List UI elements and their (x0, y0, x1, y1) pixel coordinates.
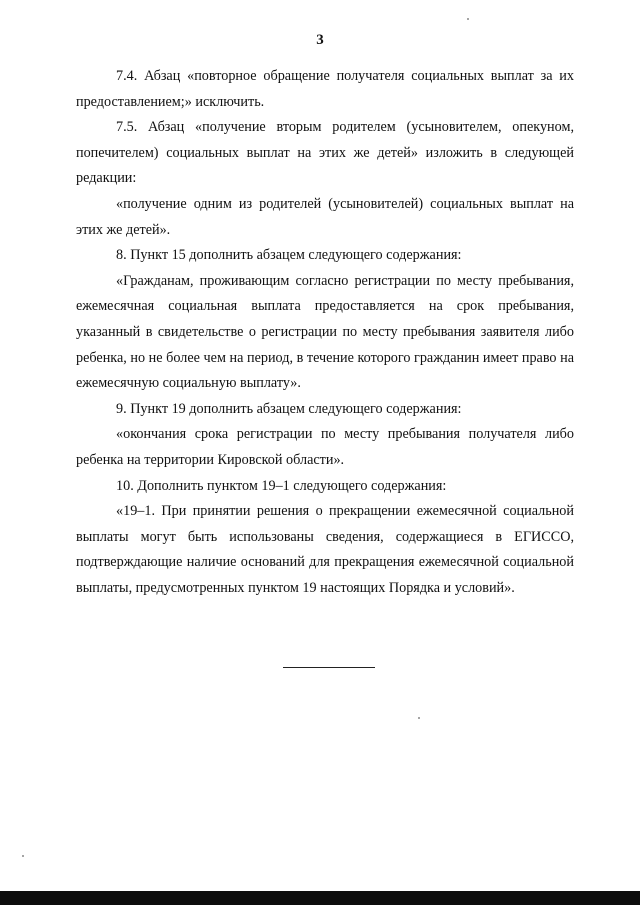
page-number: 3 (316, 32, 324, 48)
end-of-text-rule (283, 667, 375, 668)
paragraph-8-quote: «Гражданам, проживающим согласно регистрации по месту пребывания, ежемесячная социальная выплата предоставляется на срок пребывания, указанный в свидетельстве о регистрации по месту пребывания заявителя либо ребенка, но не более чем на период, в течение которого гражданин имеет право на ежемесячную социальную выплату». (76, 272, 574, 392)
paragraph-7-4: 7.4. Абзац «повторное обращение получателя социальных выплат за их предоставлением;» исключить. (76, 68, 574, 110)
scan-speck (22, 855, 24, 857)
paragraph-10-quote: «19–1. При принятии решения о прекращении ежемесячной социальной выплаты могут быть использованы сведения, содержащиеся в ЕГИССО, подтверждающие наличие оснований для прекращения ежемесячной социальной выплаты, предусмотренных пунктом 19 настоящих Порядка и условий». (76, 503, 574, 596)
scan-speck (418, 717, 420, 719)
document-body (76, 64, 574, 601)
paragraph-10: 10. Дополнить пунктом 19–1 следующего содержания: (116, 477, 447, 494)
scan-speck (467, 18, 469, 20)
scan-bottom-border (0, 891, 640, 905)
paragraph-9: 9. Пункт 19 дополнить абзацем следующего содержания: (116, 400, 462, 417)
paragraph-7-5: 7.5. Абзац «получение вторым родителем (усыновителем, опекуном, попечителем) социальных выплат на этих же детей» изложить в следующей редакции: (76, 119, 574, 187)
paragraph-9-quote: «окончания срока регистрации по месту пребывания получателя либо ребенка на территории Кировской области». (76, 426, 574, 468)
paragraph-8: 8. Пункт 15 дополнить абзацем следующего содержания: (116, 247, 462, 264)
paragraph-7-5-quote: «получение одним из родителей (усыновителей) социальных выплат на этих же детей». (76, 195, 574, 238)
